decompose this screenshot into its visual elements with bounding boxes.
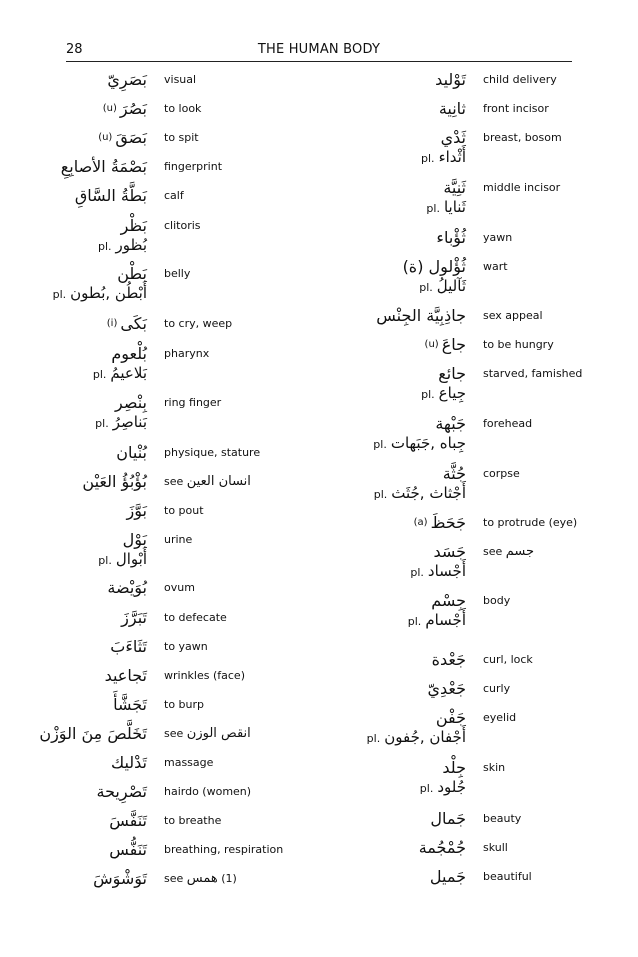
plural-line <box>0 548 147 570</box>
plural-label: pl. <box>419 782 434 795</box>
arabic-headword: تَنَفُّس <box>109 840 147 859</box>
plural-line <box>316 726 466 748</box>
dictionary-entry <box>319 756 638 796</box>
dictionary-entry <box>319 255 638 295</box>
arabic-headword: بَصُرَ <box>119 99 147 118</box>
plural-label: pl. <box>421 388 435 401</box>
arabic-headword: ثُؤْباء <box>436 228 466 247</box>
headword-group <box>37 312 147 336</box>
english-definition: child delivery <box>483 73 557 86</box>
headword-group <box>356 333 466 357</box>
plural-label: pl. <box>92 368 107 381</box>
english-definition: clitoris <box>164 219 201 232</box>
arabic-headword: تَجاعيد <box>104 666 147 685</box>
dictionary-entry <box>0 342 319 382</box>
headword-group <box>37 576 147 600</box>
headword-group <box>356 68 466 92</box>
english-definition: to pout <box>164 504 204 517</box>
plural-form: أَجْثاث ,جُثَث <box>391 484 466 502</box>
arabic-headword: جَعْدِيّ <box>427 679 466 698</box>
english-definition: starved, famished <box>483 367 583 380</box>
stem-vowel: (u) <box>424 339 439 350</box>
english-definition <box>164 727 251 741</box>
arabic-headword: جَميل <box>429 867 466 886</box>
arabic-headword: جاذِبِيَّة الجِنْس <box>376 306 466 325</box>
arabic-headword: بَظْر <box>120 216 147 235</box>
headword-group <box>37 722 147 746</box>
english-definition: corpse <box>483 467 520 480</box>
plural-line <box>316 196 466 218</box>
see-label: see <box>164 872 184 885</box>
english-definition: pharynx <box>164 347 210 360</box>
arabic-headword: بُؤْبُؤُ العَيْن <box>82 472 147 491</box>
english-definition: calf <box>164 189 184 202</box>
arabic-headword: بُنْيان <box>116 443 147 462</box>
dictionary-entry <box>0 528 319 568</box>
plural-label: pl. <box>97 240 112 253</box>
english-definition <box>483 545 534 559</box>
english-definition: curly <box>483 682 511 695</box>
cross-reference: همس <box>186 871 218 886</box>
stem-vowel: (i) <box>106 318 118 329</box>
plural-label: pl. <box>52 288 67 301</box>
dictionary-entry <box>319 589 638 629</box>
plural-form: جِياع <box>438 384 466 402</box>
headword-group <box>37 809 147 833</box>
arabic-headword: بُوَيْضة <box>107 578 147 597</box>
dictionary-entry <box>319 706 638 746</box>
arabic-headword: جاعَ <box>441 335 466 354</box>
dictionary-entry <box>319 540 638 580</box>
english-definition: urine <box>164 533 193 546</box>
english-definition: middle incisor <box>483 181 561 194</box>
arabic-headword: ثَنِيَّة <box>443 178 466 197</box>
arabic-headword: تَوْليد <box>435 70 466 89</box>
plural-label: pl. <box>419 281 433 294</box>
page-header <box>66 40 572 60</box>
headword-group <box>356 648 466 672</box>
arabic-headword: تَصْرِيحة <box>96 782 147 801</box>
plural-label: pl. <box>407 615 422 628</box>
english-definition: breast, bosom <box>483 131 562 144</box>
headword-group <box>37 126 147 150</box>
plural-label: pl. <box>426 202 440 215</box>
english-definition: physique, stature <box>164 446 261 459</box>
arabic-headword: بَوْل <box>122 530 147 549</box>
arabic-headword: تَثَاءَبَ <box>110 637 147 656</box>
arabic-headword: جُمْجُمة <box>418 838 466 857</box>
arabic-headword: بَصَقَ <box>115 128 147 147</box>
plural-form: جُلود <box>437 778 466 796</box>
plural-line <box>316 275 466 297</box>
arabic-headword: جَفْن <box>435 708 466 727</box>
see-label: see <box>164 727 184 740</box>
headword-group <box>37 780 147 804</box>
headword-group <box>356 807 466 831</box>
arabic-headword: ثَدْي <box>440 128 466 147</box>
arabic-headword: بُلْعوم <box>111 344 147 363</box>
plural-line <box>316 382 466 404</box>
arabic-headword: تَخَلَّصَ مِنَ الوَزْن <box>39 724 147 743</box>
plural-form: أَجْسام <box>425 611 466 629</box>
headword-group <box>37 155 147 179</box>
english-definition: fingerprint <box>164 160 223 173</box>
arabic-headword: بَطَّةُ السَّاقِ <box>74 186 147 205</box>
arabic-headword: جائع <box>438 364 466 383</box>
headword-group <box>356 304 466 328</box>
plural-line <box>316 146 466 168</box>
english-definition: to yawn <box>164 640 208 653</box>
headword-group <box>37 867 147 891</box>
headword-group <box>37 97 147 121</box>
plural-line <box>316 609 466 631</box>
english-definition <box>164 475 251 489</box>
plural-form: بَناصِرُ <box>112 413 147 431</box>
arabic-headword: بَطْن <box>117 264 147 283</box>
english-definition: forehead <box>483 417 533 430</box>
headword-group <box>37 751 147 775</box>
arabic-headword: بِنْصِر <box>115 393 147 412</box>
headword-group <box>37 693 147 717</box>
english-definition: skull <box>483 841 508 854</box>
headword-group <box>37 606 147 630</box>
headword-group <box>356 865 466 889</box>
stem-vowel: (u) <box>102 103 117 114</box>
arabic-headword: جِسْم <box>431 591 466 610</box>
plural-form: أَجْفان ,جُفون <box>384 728 466 746</box>
plural-label: pl. <box>373 488 388 501</box>
english-definition: curl, lock <box>483 653 533 666</box>
plural-form: جِباه ,جَبَهات <box>390 434 466 452</box>
english-definition: ovum <box>164 581 195 594</box>
english-definition: to cry, weep <box>164 317 233 330</box>
arabic-headword: جَمال <box>430 809 466 828</box>
plural-line <box>316 432 466 454</box>
plural-label: pl. <box>373 438 387 451</box>
dictionary-entry <box>319 126 638 166</box>
plural-label: pl. <box>410 566 424 579</box>
plural-form: أَبْوال <box>115 550 147 568</box>
english-definition: sex appeal <box>483 309 543 322</box>
headword-group <box>356 677 466 701</box>
plural-form: أَبْطُن ,بُطون <box>70 284 147 302</box>
english-definition: hairdo (women) <box>164 785 252 798</box>
plural-line <box>0 411 147 433</box>
running-title: THE HUMAN BODY <box>257 42 381 57</box>
arabic-headword: جِلْد <box>442 758 466 777</box>
english-definition: ring finger <box>164 396 222 409</box>
stem-vowel: (u) <box>98 132 113 143</box>
english-definition: wart <box>483 260 508 273</box>
dictionary-entry <box>0 867 319 907</box>
plural-form: ثَآليلُ <box>436 277 466 295</box>
headword-group <box>37 184 147 208</box>
arabic-headword: بَكَى <box>120 314 147 333</box>
dictionary-entry <box>319 462 638 502</box>
english-definition: front incisor <box>483 102 549 115</box>
reference-number: (1) <box>221 872 237 885</box>
plural-form: بَلاعيمُ <box>110 364 147 382</box>
cross-reference: جسم <box>505 544 535 559</box>
arabic-headword: جَسَد <box>433 542 466 561</box>
headword-group <box>356 97 466 121</box>
arabic-headword: تَبَرَّزَ <box>121 608 147 627</box>
arabic-headword: ثُؤْلول (ة) <box>402 257 466 276</box>
english-definition: to spit <box>164 131 199 144</box>
dictionary-entry <box>319 865 638 905</box>
english-definition: to burp <box>164 698 204 711</box>
english-definition: wrinkles (face) <box>164 669 245 682</box>
plural-line <box>0 234 147 256</box>
plural-line <box>0 282 147 304</box>
arabic-headword: تَوَشْوَشَ <box>93 869 147 888</box>
english-definition: massage <box>164 756 214 769</box>
cross-reference: انقص الوزن <box>186 726 251 741</box>
dictionary-entry <box>0 391 319 431</box>
arabic-headword: تَنَفَّسَ <box>109 811 147 830</box>
headword-group <box>37 470 147 494</box>
english-definition: visual <box>164 73 197 86</box>
plural-line <box>316 776 466 798</box>
dictionary-entry <box>0 262 319 302</box>
english-definition: to breathe <box>164 814 222 827</box>
dictionary-entry <box>319 362 638 402</box>
arabic-headword: جَبْهة <box>435 414 466 433</box>
english-definition: belly <box>164 267 191 280</box>
english-definition <box>164 872 237 886</box>
plural-form: بُظور <box>115 236 147 254</box>
see-label: see <box>483 545 503 558</box>
headword-group <box>37 499 147 523</box>
headword-group <box>356 226 466 250</box>
arabic-headword: بَوَّزَ <box>126 501 147 520</box>
english-definition: eyelid <box>483 711 517 724</box>
cross-reference: انسان العين <box>186 474 251 489</box>
header-rule <box>66 61 572 62</box>
english-definition: yawn <box>483 231 513 244</box>
plural-label: pl. <box>95 417 109 430</box>
headword-group <box>37 441 147 465</box>
english-definition: to be hungry <box>483 338 554 351</box>
plural-line <box>0 362 147 384</box>
headword-group <box>356 836 466 860</box>
plural-line <box>316 560 466 582</box>
arabic-headword: جُثَّة <box>442 464 466 483</box>
arabic-headword: تَدْليك <box>110 753 147 772</box>
plural-label: pl. <box>98 554 112 567</box>
dictionary-entry <box>319 176 638 216</box>
stem-vowel: (a) <box>413 517 428 528</box>
headword-group <box>356 511 466 535</box>
arabic-headword: تَجَشَّأَ <box>113 695 147 714</box>
arabic-headword: بَصَرِيّ <box>107 70 147 89</box>
english-definition: body <box>483 594 511 607</box>
arabic-headword: جَحَظَ <box>430 513 466 532</box>
english-definition: to look <box>164 102 202 115</box>
headword-group <box>37 635 147 659</box>
headword-group <box>37 664 147 688</box>
plural-form: أَثْداء <box>438 148 466 166</box>
plural-line <box>316 482 466 504</box>
headword-group <box>37 838 147 862</box>
arabic-headword: جَعْدة <box>431 650 466 669</box>
plural-label: pl. <box>421 152 435 165</box>
dictionary-entry <box>0 214 319 254</box>
arabic-headword: بَصْمَةُ الأصابِعِ <box>60 157 147 176</box>
dictionary-entry <box>319 412 638 452</box>
arabic-headword: ثانِية <box>438 99 466 118</box>
plural-form: أَجْساد <box>427 562 466 580</box>
english-definition: breathing, respiration <box>164 843 284 856</box>
see-label: see <box>164 475 184 488</box>
english-definition: beauty <box>483 812 522 825</box>
english-definition: beautiful <box>483 870 532 883</box>
plural-form: ثَنايا <box>443 198 466 216</box>
english-definition: to defecate <box>164 611 227 624</box>
english-definition: to protrude (eye) <box>483 516 578 529</box>
page-number: 28 <box>66 42 83 57</box>
plural-label: pl. <box>366 732 381 745</box>
headword-group <box>37 68 147 92</box>
english-definition: skin <box>483 761 506 774</box>
